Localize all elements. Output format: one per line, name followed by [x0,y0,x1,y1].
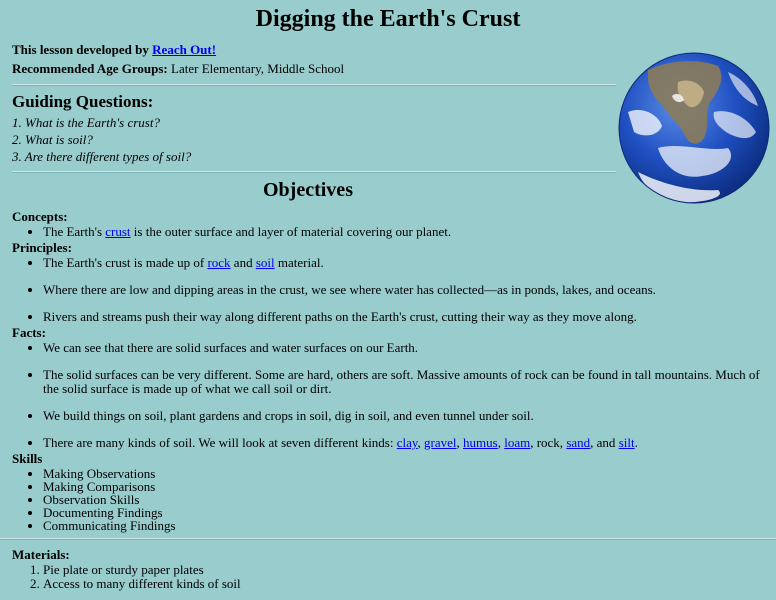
guiding-questions-list [12,114,616,165]
list-text: . [634,435,638,450]
clay-link[interactable]: clay [396,435,418,450]
developed-by-label: This lesson developed by [12,42,149,57]
guiding-question: 3. Are there different types of soil? [12,149,192,164]
list-item: • Rivers and streams push their way along different paths on the Earth's crust, cutting their way as they move along. [43,310,776,324]
page-title: Digging the Earth's Crust [255,6,521,32]
gravel-link[interactable]: gravel [424,435,457,450]
list-item: • We can see that there are solid surfaces and water surfaces on our Earth. [43,341,776,355]
list-text: The Earth's [43,224,106,239]
divider [0,538,776,540]
list-item: • There are many kinds of soil. We will look at seven different kinds: clay, gravel, humus, loam, rock, sand, and silt. [43,436,776,450]
loam-link[interactable]: loam [504,435,531,450]
guiding-question: 1. What is the Earth's crust? [12,115,160,130]
soil-link[interactable]: soil [255,255,275,270]
age-groups-label: Recommended Age Groups: [12,61,168,76]
list-text: The Earth's crust is made up of [43,255,208,270]
crust-link[interactable]: crust [105,224,131,239]
earth-globe-image [618,52,770,204]
facts-list [0,341,776,450]
list-item: • Communicating Findings [43,519,776,532]
humus-link[interactable]: humus [463,435,498,450]
facts-label: Facts: [12,325,46,340]
guiding-question: 2. What is soil? [12,132,93,147]
list-item: • Making Observations [43,467,776,480]
divider [12,171,616,173]
list-item: • Observation Skills [43,493,776,506]
materials-label: Materials: [12,547,70,562]
list-item: 2. Access to many different kinds of soil [43,577,776,591]
list-item: 1. Pie plate or sturdy paper plates [43,563,776,577]
rock-link[interactable]: rock [207,255,231,270]
list-text: material. [274,255,324,270]
guiding-questions-section [12,84,616,173]
list-text: and [230,255,256,270]
silt-link[interactable]: silt [618,435,635,450]
concepts-list [0,225,776,239]
list-item [43,256,776,270]
list-text: , and [590,435,619,450]
skills-label: Skills [12,451,43,466]
concepts-label: Concepts: [12,209,68,224]
list-text: is the outer surface and layer of material covering our planet. [130,224,452,239]
divider [12,84,616,86]
guiding-questions-title: Guiding Questions: [12,92,154,111]
list-item: • Documenting Findings [43,506,776,519]
list-item [43,225,776,239]
principles-label: Principles: [12,240,72,255]
sand-link[interactable]: sand [566,435,591,450]
list-text: There are many kinds of soil. We will look at seven different kinds: [43,435,397,450]
list-item: • Making Comparisons [43,480,776,493]
developer-link[interactable]: Reach Out! [152,42,217,57]
list-text: , rock, [530,435,567,450]
list-item: • Where there are low and dipping areas in the crust, we see where water has collected—as in ponds, lakes, and oceans. [43,283,776,297]
skills-list [0,467,776,532]
age-groups-value: Later Elementary, Middle School [171,61,345,76]
principles-list [0,256,776,324]
list-item: • We build things on soil, plant gardens and crops in soil, dig in soil, and even tunnel under soil. [43,409,776,423]
list-item: • The solid surfaces can be very different. Some are hard, others are soft. Massive amounts of rock can be found in tall mountains. Much of the solid surface is made up of what we call soil or dirt. [43,368,776,396]
objectives-title: Objectives [263,179,353,201]
materials-list [0,563,776,591]
